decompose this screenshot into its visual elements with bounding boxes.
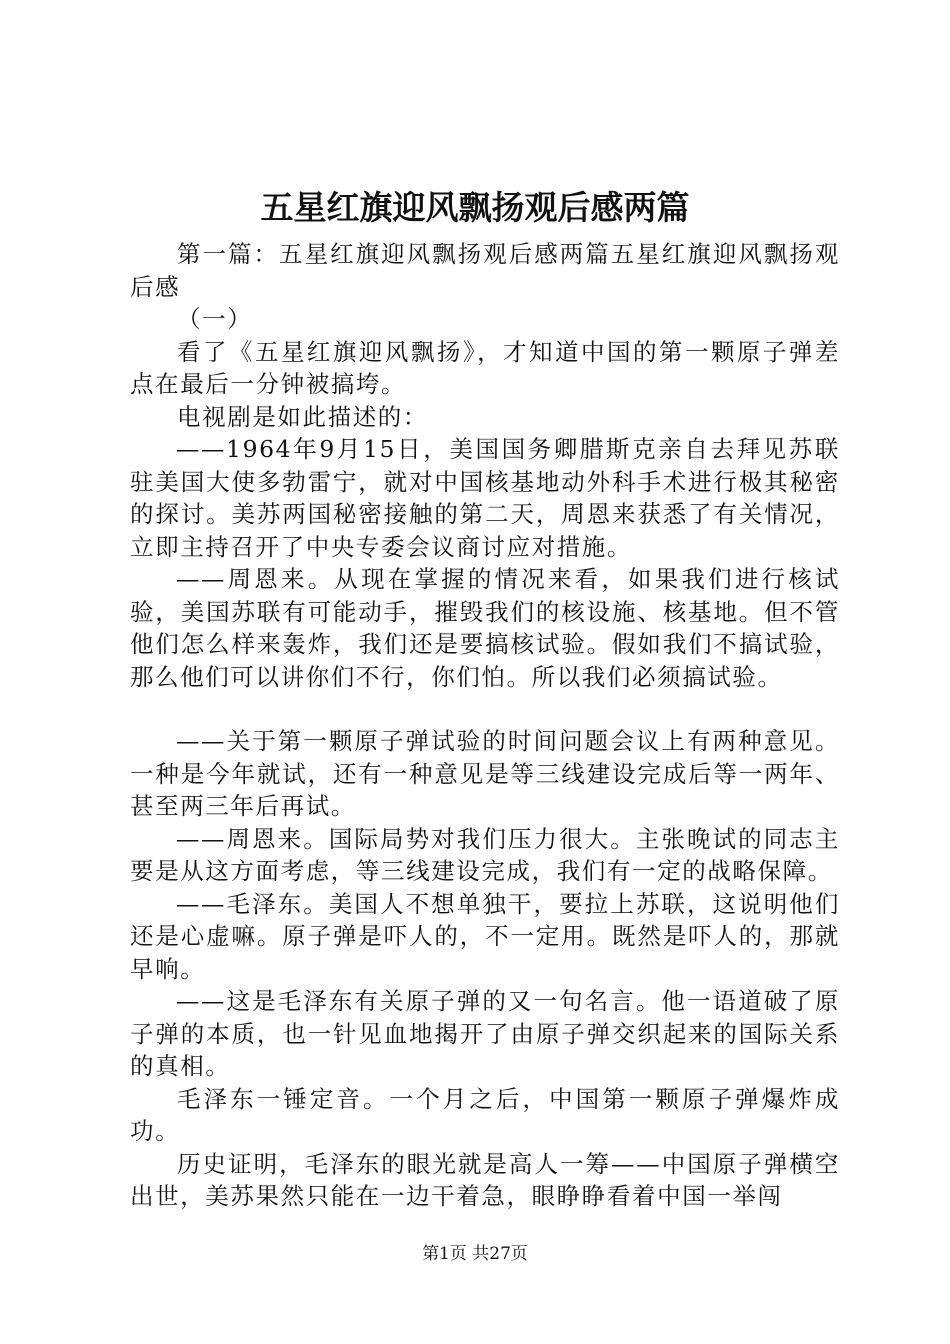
paragraph-9: ——毛泽东。美国人不想单独干，要拉上苏联，这说明他们还是心虚嘛。原子弹是吓人的，不一定用。既然是吓人的，那就早响。 xyxy=(130,889,840,983)
paragraph-10: ——这是毛泽东有关原子弹的又一句名言。他一语道破了原子弹的本质，也一针见血地揭开了由原子弹交织起来的国际关系的真相。 xyxy=(130,987,840,1080)
paragraph-3: 看了《五星红旗迎风飘扬》，才知道中国的第一颗原子弹差点在最后一分钟被搞垮。 xyxy=(130,337,840,398)
document-body xyxy=(130,238,840,1213)
paragraph-11: 毛泽东一锤定音。一个月之后，中国第一颗原子弹爆炸成功。 xyxy=(130,1084,840,1145)
paragraph-5: ——1964年9月15日，美国国务卿腊斯克亲自去拜见苏联驻美国大使多勃雷宁，就对中国核基地动外科手术进行极其秘密的探讨。美苏两国秘密接触的第二天，周恩来获悉了有关情况，立即主持召开了中央专委会议商讨应对措施。 xyxy=(130,435,840,561)
paragraph-6: ——周恩来。从现在掌握的情况来看，如果我们进行核试验，美国苏联有可能动手，摧毁我们的核设施、核基地。但不管他们怎么样来轰炸，我们还是要搞核试验。假如我们不搞试验，那么他们可以讲你们不行，你们怕。所以我们必须搞试验。 xyxy=(130,565,840,691)
paragraph-2: （一） xyxy=(177,305,253,333)
paragraph-7: ——关于第一颗原子弹试验的时间问题会议上有两种意见。一种是今年就试，还有一种意见是等三线建设完成后等一两年、甚至两三年后再试。 xyxy=(130,727,840,820)
paragraph-8: ——周恩来。国际局势对我们压力很大。主张晚试的同志主要是从这方面考虑，等三线建设完成，我们有一定的战略保障。 xyxy=(130,824,840,885)
paragraph-4: 电视剧是如此描述的： xyxy=(177,402,428,431)
document-title: 五星红旗迎风飘扬观后感两篇 xyxy=(260,188,690,227)
paragraph-12: 历史证明，毛泽东的眼光就是高人一筹——中国原子弹横空出世，美苏果然只能在一边干着急，眼睁睁看着中国一举闯 xyxy=(130,1149,840,1210)
paragraph-1: 第一篇：五星红旗迎风飘扬观后感两篇五星红旗迎风飘扬观后感 xyxy=(130,240,840,301)
page-footer: 第1页 共27页 xyxy=(422,1244,528,1264)
